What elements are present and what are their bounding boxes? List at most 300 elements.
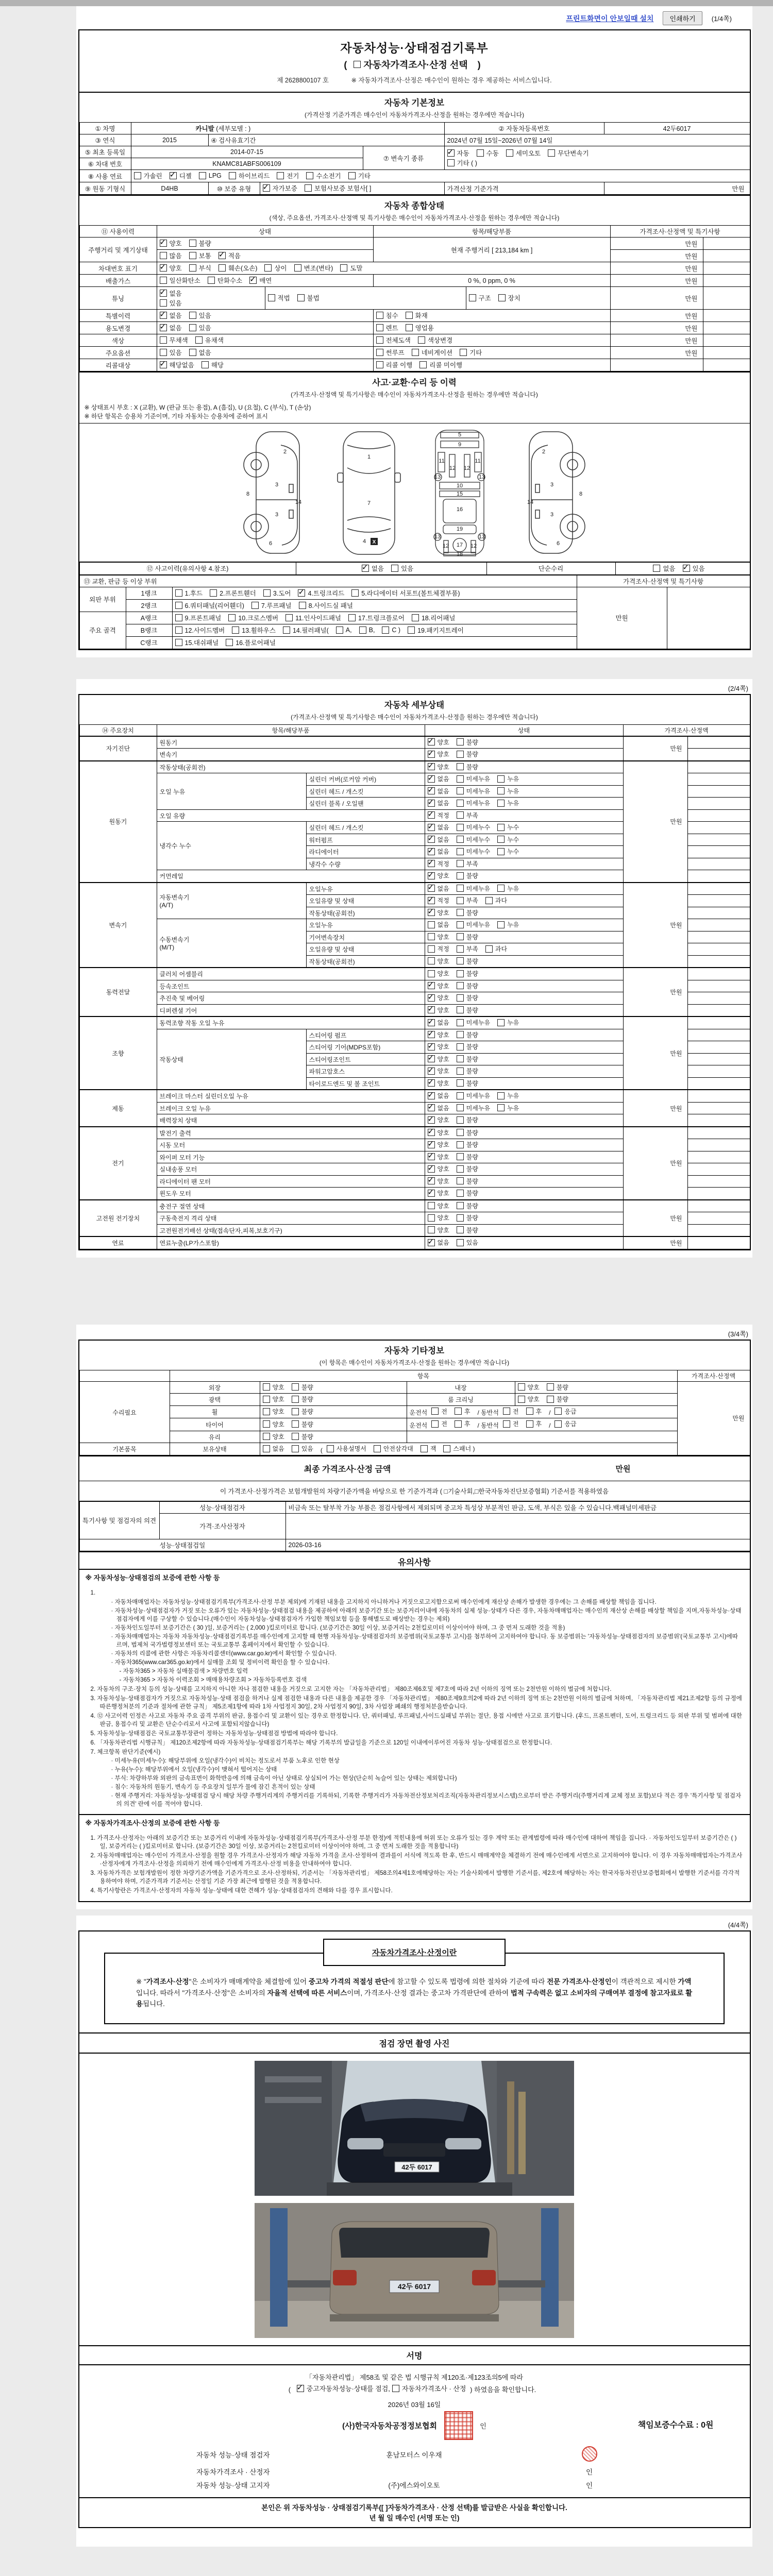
option-label: 누유 [507,1092,519,1100]
checkbox-option [457,1128,478,1137]
checkbox-icon [457,1129,464,1136]
checkbox-option [160,360,194,369]
checkbox-option [457,1201,478,1210]
checkbox-icon [526,1420,533,1428]
checkbox-icon [268,294,275,301]
row-label: 용도변경 [79,322,157,334]
checkbox-icon [497,1092,505,1099]
option-label: 있음 [692,565,705,572]
install-print-helper-link[interactable]: 프린트화면이 안보일때 설치 [566,14,654,23]
checkbox-icon [457,1043,464,1050]
first-registration-date: 2014-07-15 [131,146,363,158]
checkbox-icon [264,264,272,272]
option-label: 불량 [466,1165,478,1173]
document-subtitle [79,56,750,72]
checkbox-icon [160,349,167,356]
notice-subitem: · 부식: 차량하부와 외판의 금속표면이 화학반응에 의해 금속이 아닌 상태로 상실되어 가는 현상(단순히 녹슬어 있는 상태는 제외합니다) [111,1775,457,1782]
option-label: 미세누수 [466,836,491,843]
option-label: A, [345,626,352,634]
field-label: ⑧ 사용 연료 [79,170,131,182]
checkbox-option [354,58,467,71]
checkbox-icon [457,982,464,989]
checkbox-option [264,263,287,273]
option-label: 불량 [556,1396,568,1403]
notice-subitem: - 자동차365 > 자동차 이력조회 > 매매용차량조회 > 자동차등록번호 검색 [119,1676,307,1683]
checkbox-icon [457,933,464,940]
checkbox-option [477,148,499,158]
definition-segment: 중고차 가격의 적절성 판단 [308,1978,389,1986]
option-label: 자동차가격조사 · 산정 [401,2385,466,2393]
final-price-label: 최종 가격조사·산정 금액 [304,1465,391,1474]
notice-subitem: · 자동차매매업자는 자동차 자동차성능·상태점검기록부를 매수인에게 고지할 때 현행 자동차성능·상태점검자의 보증범위(국토교통부 고시)를 첨부하여 고지하여야 합니다. 동 보증범위는 '자동차성능·상태점검자의 보증범위'(국토교통부 고시)에따르며, 법제처 국가법령정보센터 또는 국토교통부 홈페이지에서 확인할 수 있습니다. [111,1633,738,1648]
checkbox-icon [457,1006,464,1013]
price-basis-note: 이 가격조사·산정가격은 보험개발원의 차량기준가액을 바탕으로 한 기준가격과 ( □기술사회,□한국자동차진단보증협회) 기준서를 적용하였음 [79,1481,750,1501]
table-row: 추진축 및 베어링 ✓ 양호 불량 [79,992,750,1005]
checkbox-option [348,613,405,622]
notice-subitem: · 자동차365(www.car365.go.kr)에서 실매물 조회 및 정비이력 확인을 할 수 있습니다. [111,1658,330,1666]
checkbox-icon [443,1445,450,1452]
table-row: B랭크 12.사이드멤버 13.휠하우스 14.필러패널( A, B, C ) 19.패키지트레이 [79,624,750,636]
checkbox-option [189,323,211,332]
checkbox-checked-icon [428,836,435,843]
checkbox-option [412,348,452,357]
checkbox-icon [419,361,427,368]
panel-number: 10 [456,482,463,489]
checkbox-icon [412,349,419,356]
table-row [79,170,750,182]
checkbox-option [457,944,478,953]
checkbox-icon [457,909,464,916]
checkbox-icon [160,277,167,284]
table-row: 워터펌프 ✓ 없음 미세누수 누수 [79,834,750,846]
checkbox-icon [457,957,464,964]
table-header-row [79,575,750,587]
checkbox-option [428,1238,449,1247]
checkbox-option [457,823,490,832]
checkbox-option [263,1444,284,1453]
checkbox-option [457,750,478,758]
checkbox-icon [428,1226,435,1233]
option-label: C ) [392,626,401,634]
checkbox-checked-icon [428,1129,435,1136]
checkbox-icon [201,361,209,368]
appraisal-definition-title: 자동차가격조사·산정이란 [323,1939,506,1966]
checkbox-option [443,1444,475,1453]
option-text: / 동반석 [477,1409,499,1417]
checkbox-icon [457,1214,464,1222]
model-year: 2015 [131,134,208,146]
checkbox-option [406,323,434,332]
option-label: 누수 [507,836,519,843]
option-label: 불량 [466,1079,478,1087]
warranty-fee: 책임보증수수료 : 0원 [637,2420,714,2430]
option-label: 불량 [466,1202,478,1210]
print-button[interactable]: 인쇄하기 [663,11,702,25]
table-row: 변속기 ✓ 양호 불량 [79,749,750,761]
checkbox-option [382,626,400,634]
table-row: 실내송풍 모터 ✓ 양호 불량 [79,1163,750,1176]
option-text: / [549,1421,551,1429]
checkbox-option [189,251,211,260]
checkbox-option [412,613,456,622]
notice-subitem: · 침수: 자동차의 원동기, 변속기 등 주요장치 일부가 물에 잠긴 흔적이 있는 상태 [111,1784,315,1791]
checkbox-icon [428,1214,435,1222]
option-label: 누수 [507,848,519,856]
checkbox-checked-icon [428,800,435,807]
option-label: 양호 [437,1006,449,1014]
option-label: 있음 [169,349,182,357]
option-label: 양호 [437,1226,449,1234]
option-label: 불량 [466,1043,478,1051]
column-header: 가격조사·산정액 및 특기사항 [610,226,750,238]
checkbox-icon [306,172,313,179]
checkbox-checked-icon [428,848,435,855]
checkbox-icon [457,897,464,904]
option-text: ( [320,1446,323,1454]
checkbox-icon [175,614,182,621]
overall-state-table [79,225,750,371]
simple-repair-label: 단순수리 [486,562,615,574]
amount-cell: 만원 [623,1127,687,1200]
checkbox-icon [175,589,182,597]
checkbox-option [292,1420,313,1429]
amount-cell: 만원 [610,238,703,250]
checkbox-icon [457,1177,464,1184]
checkbox-option [457,859,478,868]
table-row: 구동축전지 격리 상태 양호 불량 [79,1212,750,1225]
option-label: 없음 [663,565,676,572]
checkbox-option [294,263,333,273]
checkbox-checked-icon [428,1177,435,1184]
option-label: 사용설명서 [336,1445,366,1453]
table-header-row [79,1370,750,1381]
row-label: 배출가스 [79,275,157,287]
signature-heading: 서명 [79,2345,750,2365]
checkbox-option [497,1018,519,1027]
option-label: 후 [464,1420,470,1428]
notice-subitem: · 누유(누수): 해당부위에서 오일(냉각수)이 맺혀서 떨어지는 상태 [111,1766,277,1773]
option-label: 4.트렁크리드 [308,589,345,597]
checkbox-option [228,613,278,622]
checkbox-icon [428,933,435,940]
checkbox-option [455,1419,470,1428]
checkbox-checked-icon [447,149,455,157]
checkbox-icon [455,1420,462,1428]
checkbox-icon [457,921,464,928]
option-label: 양호 [527,1383,540,1391]
panel-number: 1 [367,453,371,460]
checkbox-option [299,601,353,610]
checkbox-option [428,884,449,893]
vin: KNAMC81ABFS006109 [131,158,363,170]
option-label: 없음 [437,824,449,832]
notice-item: 6. 「자동차관리법 시행규칙」 제120조제2항에 따라 자동차성능·상태점검기록부는 해당 기록부의 발급일을 기준으로 120일 이내에이루어진 자동차 성능·상태점검으로 한정합니다. [90,1739,552,1746]
photos-heading: 점검 장면 촬영 사진 [79,2032,750,2054]
checkbox-option [298,588,344,598]
checkbox-icon [189,312,196,319]
checkbox-option [457,981,478,990]
option-label: 불량 [466,1116,478,1124]
option-label: 양호 [169,265,182,272]
checkbox-option [457,799,490,807]
option-label: 9.프론트패널 [184,614,222,622]
definition-segment: 가액 [678,1978,692,1986]
law-reference: 「자동차관리법」 제58조 및 같은 법 시행규칙 제120조·제123조의5에 따라 [305,2374,524,2382]
checkbox-option [251,601,292,610]
option-label: 전체도색 [385,337,411,344]
checkbox-option [457,1091,490,1100]
notice-item: 2. 자동차의 구조·장치 등의 성능·상태를 고지하지 아니한 자나 점검한 내용을 거짓으로 고지한 자는 「자동차관리법」 제80조제6호및 제7호에 따라 2년 이하의 징역 또는 2천만원 이하의 벌금에 처합니다. [90,1685,612,1692]
checkbox-icon [428,921,435,928]
overall-state-heading: 자동차 종합상태 [79,195,750,212]
table-row: 조향 동력조향 작동 오일 누유 ✓ 없음 미세누유 누유 만원 [79,1016,750,1029]
checkbox-option [428,1079,449,1088]
checkbox-icon [160,336,167,344]
panel-number: 2 [283,448,287,455]
checkbox-icon [421,1445,428,1452]
checkbox-icon [431,1408,439,1415]
panel-number: 12 [463,465,470,471]
option-label: 상이 [274,265,287,272]
table-row [79,287,750,310]
table-row: 오일 누유 실린더 커버(로커암 커버) ✓ 없음 미세누유 누유 [79,773,750,786]
checkbox-option [428,944,449,953]
checkbox-option [485,944,507,953]
checkbox-icon [292,1383,299,1391]
page-indicator-2: (2/4쪽) [728,684,748,692]
table-row: 오일유량 및 상태 적정 부족 과다 [79,943,750,956]
notice-item: 3. 자동차성능·상태점검자가 거짓으로 자동차성능·상태 점검을 하거나 실제 점검한 내용과 다른 내용을 제공한 경우 「자동차관리법」 제80조제9호의2에 따라 2년 이하의 징역 또는 2천만원 이하의 벌금에 처하며, 「자동차관리법 제21조제2항 등의 규정에 따른행정처분의 기준과 절차에 관한 규칙」 제5조제1항에 따라 1차 사업정지 30일, 2차 사업정지 90일, 3차 사업장 폐쇄의 행정처분을받습니다. [90,1694,742,1710]
option-label: 양호 [437,982,449,990]
checkbox-option [376,348,405,357]
checkbox-icon [418,336,425,344]
checkbox-option [428,1115,449,1124]
checkbox-checked-icon [219,252,226,259]
table-row: 변속기 자동변속기 (A/T) 오일누유 ✓ 없음 미세누유 누유 만원 [79,883,750,895]
option-label: 후 [535,1408,542,1415]
amount-cell: 만원 [610,347,703,359]
transmission-options [444,146,750,170]
checkbox-option [428,1042,449,1051]
checkbox-option [428,1030,449,1039]
checkbox-icon [208,277,215,284]
table-row: 냉각수 수량 ✓ 적정 부족 [79,858,750,870]
option-label: 8.사이드실 패널 [308,602,353,609]
notice-subitem: · 현재 주행거리: 자동차성능·상태점검 당시 해당 차량 주행거리계의 주행거리를 기록하되, 기록한 주행거리가 자동차전산정보처리조직(자동차관리정보시스템)으로부터 받은 주행거리(주행거리계 교체 정보 포함)보다 적은 경우 '특기사항 및 점검자의 의견' 란에 이를 적어야 합니다. [111,1792,742,1808]
basic-info-table [79,122,750,195]
option-label: 썬루프 [385,349,405,357]
option-text: 운전석 [409,1421,428,1429]
basic-info-heading: 자동차 기본정보 [79,92,750,109]
table-row [79,1513,750,1539]
checkbox-option [348,171,371,180]
checkbox-icon [457,860,464,867]
option-label: 양호 [437,1079,449,1087]
checkbox-icon [374,1445,381,1452]
table-row: 외판 부위 1랭크 1.후드 2.프론트휀더 3.도어 ✓ 4.트렁크리드 5.라디에이터 서포트(볼트체결부품) 만원 [79,587,750,599]
table-row: 기본품목 보유상태 없음 있음 ( 사용설명서 안전삼각대 잭 스패너 ) [79,1443,750,1455]
checkbox-icon [526,1408,533,1415]
option-label: 양호 [272,1408,284,1416]
checkbox-checked-icon [297,2385,304,2392]
accident-history-note: (가격조사·산정액 및 특기사항은 매수인이 자동차가격조사·산정을 원하는 경우에만 적습니다) [291,391,538,398]
seal-placeholder: 인 [585,2481,593,2489]
table-row [79,275,750,287]
option-label: 미세누수 [466,848,491,856]
checkbox-option [391,564,413,573]
checkbox-option [428,1226,449,1234]
checkbox-icon [229,172,236,179]
checkbox-option [292,1383,313,1392]
checkbox-icon [376,336,383,344]
table-row [79,562,750,574]
option-label: 전 [512,1408,519,1415]
option-label: 네비게이션 [421,349,453,357]
column-header: ⑭ 주요장치 [79,724,157,736]
table-row: 브레이크 오일 누유 ✓ 없음 미세누유 누유 [79,1102,750,1114]
panel-number: 2 [542,448,546,455]
option-label: 과다 [495,945,508,953]
notice-item: 2. 자동차매매업자는 매수인이 가격조사·산정을 원할 경우 가격조사·산정자가 해당 자동차 가격을 조사·산정하여 결과를이 서식에 적도록 한 후, 반드시 매매계약을 체결하기 전에 매수인에게 서면으로 고지하여야 합니다. 이 경우 자동차매매업자는가격조사·산정자에게 가격조사·산정을 의뢰하기 전에 매수인에게 가격조사·산정 비용을 안내하여야 합니다. [90,1852,743,1868]
checkbox-option [457,1006,478,1014]
car-name-cell [131,123,444,134]
checkbox-option [134,171,162,180]
checkbox-icon [548,149,555,157]
option-label: 훼손(오손) [228,265,258,272]
buyer-confirmation [79,2497,750,2527]
table-row [79,182,750,195]
notice-heading: 유의사항 [79,1551,750,1569]
svg-text:42두 6017: 42두 6017 [397,2282,431,2291]
option-label: 불량 [301,1420,313,1428]
panel-number: 13 [434,473,441,480]
option-label: 1.후드 [184,589,203,597]
checkbox-checked-icon [428,1006,435,1013]
option-label: 양호 [437,1153,449,1161]
checkbox-option [175,625,225,635]
checkbox-option [219,263,258,273]
detail-state-note: (가격조사·산정액 및 특기사항은 매수인이 자동차가격조사·산정을 원하는 경우에만 적습니다) [291,713,538,721]
panel-number: 6 [556,540,560,547]
checkbox-option [229,171,270,180]
checkbox-icon [189,252,196,259]
notice-subitem: · 자동차매매업자는 자동차성능·상태점검기록부(가격조사·산정 부분 제외)에 기재된 내용을 고지하지 아니하거나 거짓으로고지함으로써 매수인에게 재산상 손해가 발생한 경우에는 그 손해를 배상할 책임을 집니다. [111,1598,657,1605]
etc-info-heading: 자동차 기타정보 [384,1346,445,1355]
checkbox-icon [263,1445,270,1452]
checkbox-option [305,183,372,193]
etc-info-table [79,1370,750,1455]
row-label: 차대번호 표기 [79,262,157,275]
panel-number: 13 [434,533,441,540]
checkbox-option [376,360,413,369]
column-header: 가격조사·산정액 [677,1370,750,1381]
checkbox-icon [376,324,383,331]
option-label: 양호 [437,957,449,965]
option-label: 부족 [466,945,478,953]
record-page-3 [78,1340,751,1903]
option-label: 자동차가격조사·산정 선택 [363,60,468,70]
checkbox-checked-icon [428,897,435,904]
checkbox-option [428,762,449,771]
option-text: ) 하였음을 확인합니다. [468,2385,536,2394]
checkbox-checked-icon [428,1031,435,1038]
option-label: 없음 [272,1445,284,1453]
checkbox-option [428,1018,449,1027]
checkbox-option [408,625,464,635]
checkbox-option [160,311,182,320]
option-label: 스패너 ) [453,1445,475,1453]
column-header: 항목/해당부품 [157,724,425,736]
option-label: 디젤 [179,173,192,180]
panel-number: 18 [456,551,463,557]
option-label: 전 [512,1420,519,1428]
checkbox-option [428,859,449,868]
table-row: 유리 양호 불량 [79,1431,750,1443]
checkbox-option [431,1419,447,1428]
checkbox-checked-icon [428,982,435,989]
accident-history-label: ⑫ 사고이력(유의사항 4.참조) [79,562,296,574]
checkbox-icon [354,61,361,68]
checkbox-icon [292,1396,299,1403]
checkbox-icon [263,1408,270,1415]
definition-segment: 가격조사·산정 [146,1978,189,1986]
option-label: 불량 [466,994,478,1002]
table-row: 실린더 헤드 / 개스킷 ✓ 없음 미세누유 누유 [79,785,750,798]
document-number-line [79,72,750,92]
checkbox-icon [469,294,476,301]
etc-info-note: (이 항목은 매수인이 자동차가격조사·산정을 원하는 경우에만 적습니다) [319,1359,510,1366]
checkbox-icon [210,589,217,597]
checkbox-option [457,1140,478,1149]
option-label: 없음 [437,1104,449,1112]
fuel-options [131,170,750,182]
checkbox-option [428,1006,449,1014]
panel-number: 15 [456,490,463,497]
option-label: 있음 [198,312,211,319]
table-row: 2랭크 6.쿼터패널(리어휀더) 7.루프패널 8.사이드실 패널 [79,599,750,612]
checkbox-icon [457,945,464,953]
checkbox-option [160,263,182,273]
checkbox-option [455,1407,470,1416]
checkbox-icon [294,264,301,272]
checkbox-option [457,920,490,929]
option-label: 양호 [437,763,449,771]
checkbox-option [457,957,478,965]
panel-number: 11 [439,457,445,464]
checkbox-option [175,638,219,647]
checkbox-option [297,293,320,302]
checkbox-option [340,263,362,273]
option-label: 있음 [466,1239,478,1247]
checkbox-option [457,1018,490,1027]
table-header-row [79,226,750,238]
checkbox-icon [455,1408,462,1415]
checkbox-icon [554,1408,562,1415]
checkbox-option [160,289,262,298]
table-row: 타이어 양호 불량 운전석 전 후 / 동반석 전 후 / 응급 [79,1418,750,1431]
option-label: 미세누유 [466,1019,491,1027]
table-row: 수동변속기 (M/T) 오일누유 없음 미세누유 누유 [79,919,750,931]
option-label: 없음 [437,885,449,892]
notice-subitem: · 미세누유(미세누수): 해당부위에 오일(냉각수)이 비치는 정도로서 부품 노후로 인한 현상 [111,1757,340,1765]
panel-number: 3 [550,511,554,518]
checkbox-checked-icon [428,1104,435,1111]
warranty-options [260,182,444,195]
checkbox-checked-icon [263,184,270,192]
checkbox-icon [376,312,383,319]
option-text: / [549,1409,551,1417]
amount-cell: 만원 [610,322,703,334]
